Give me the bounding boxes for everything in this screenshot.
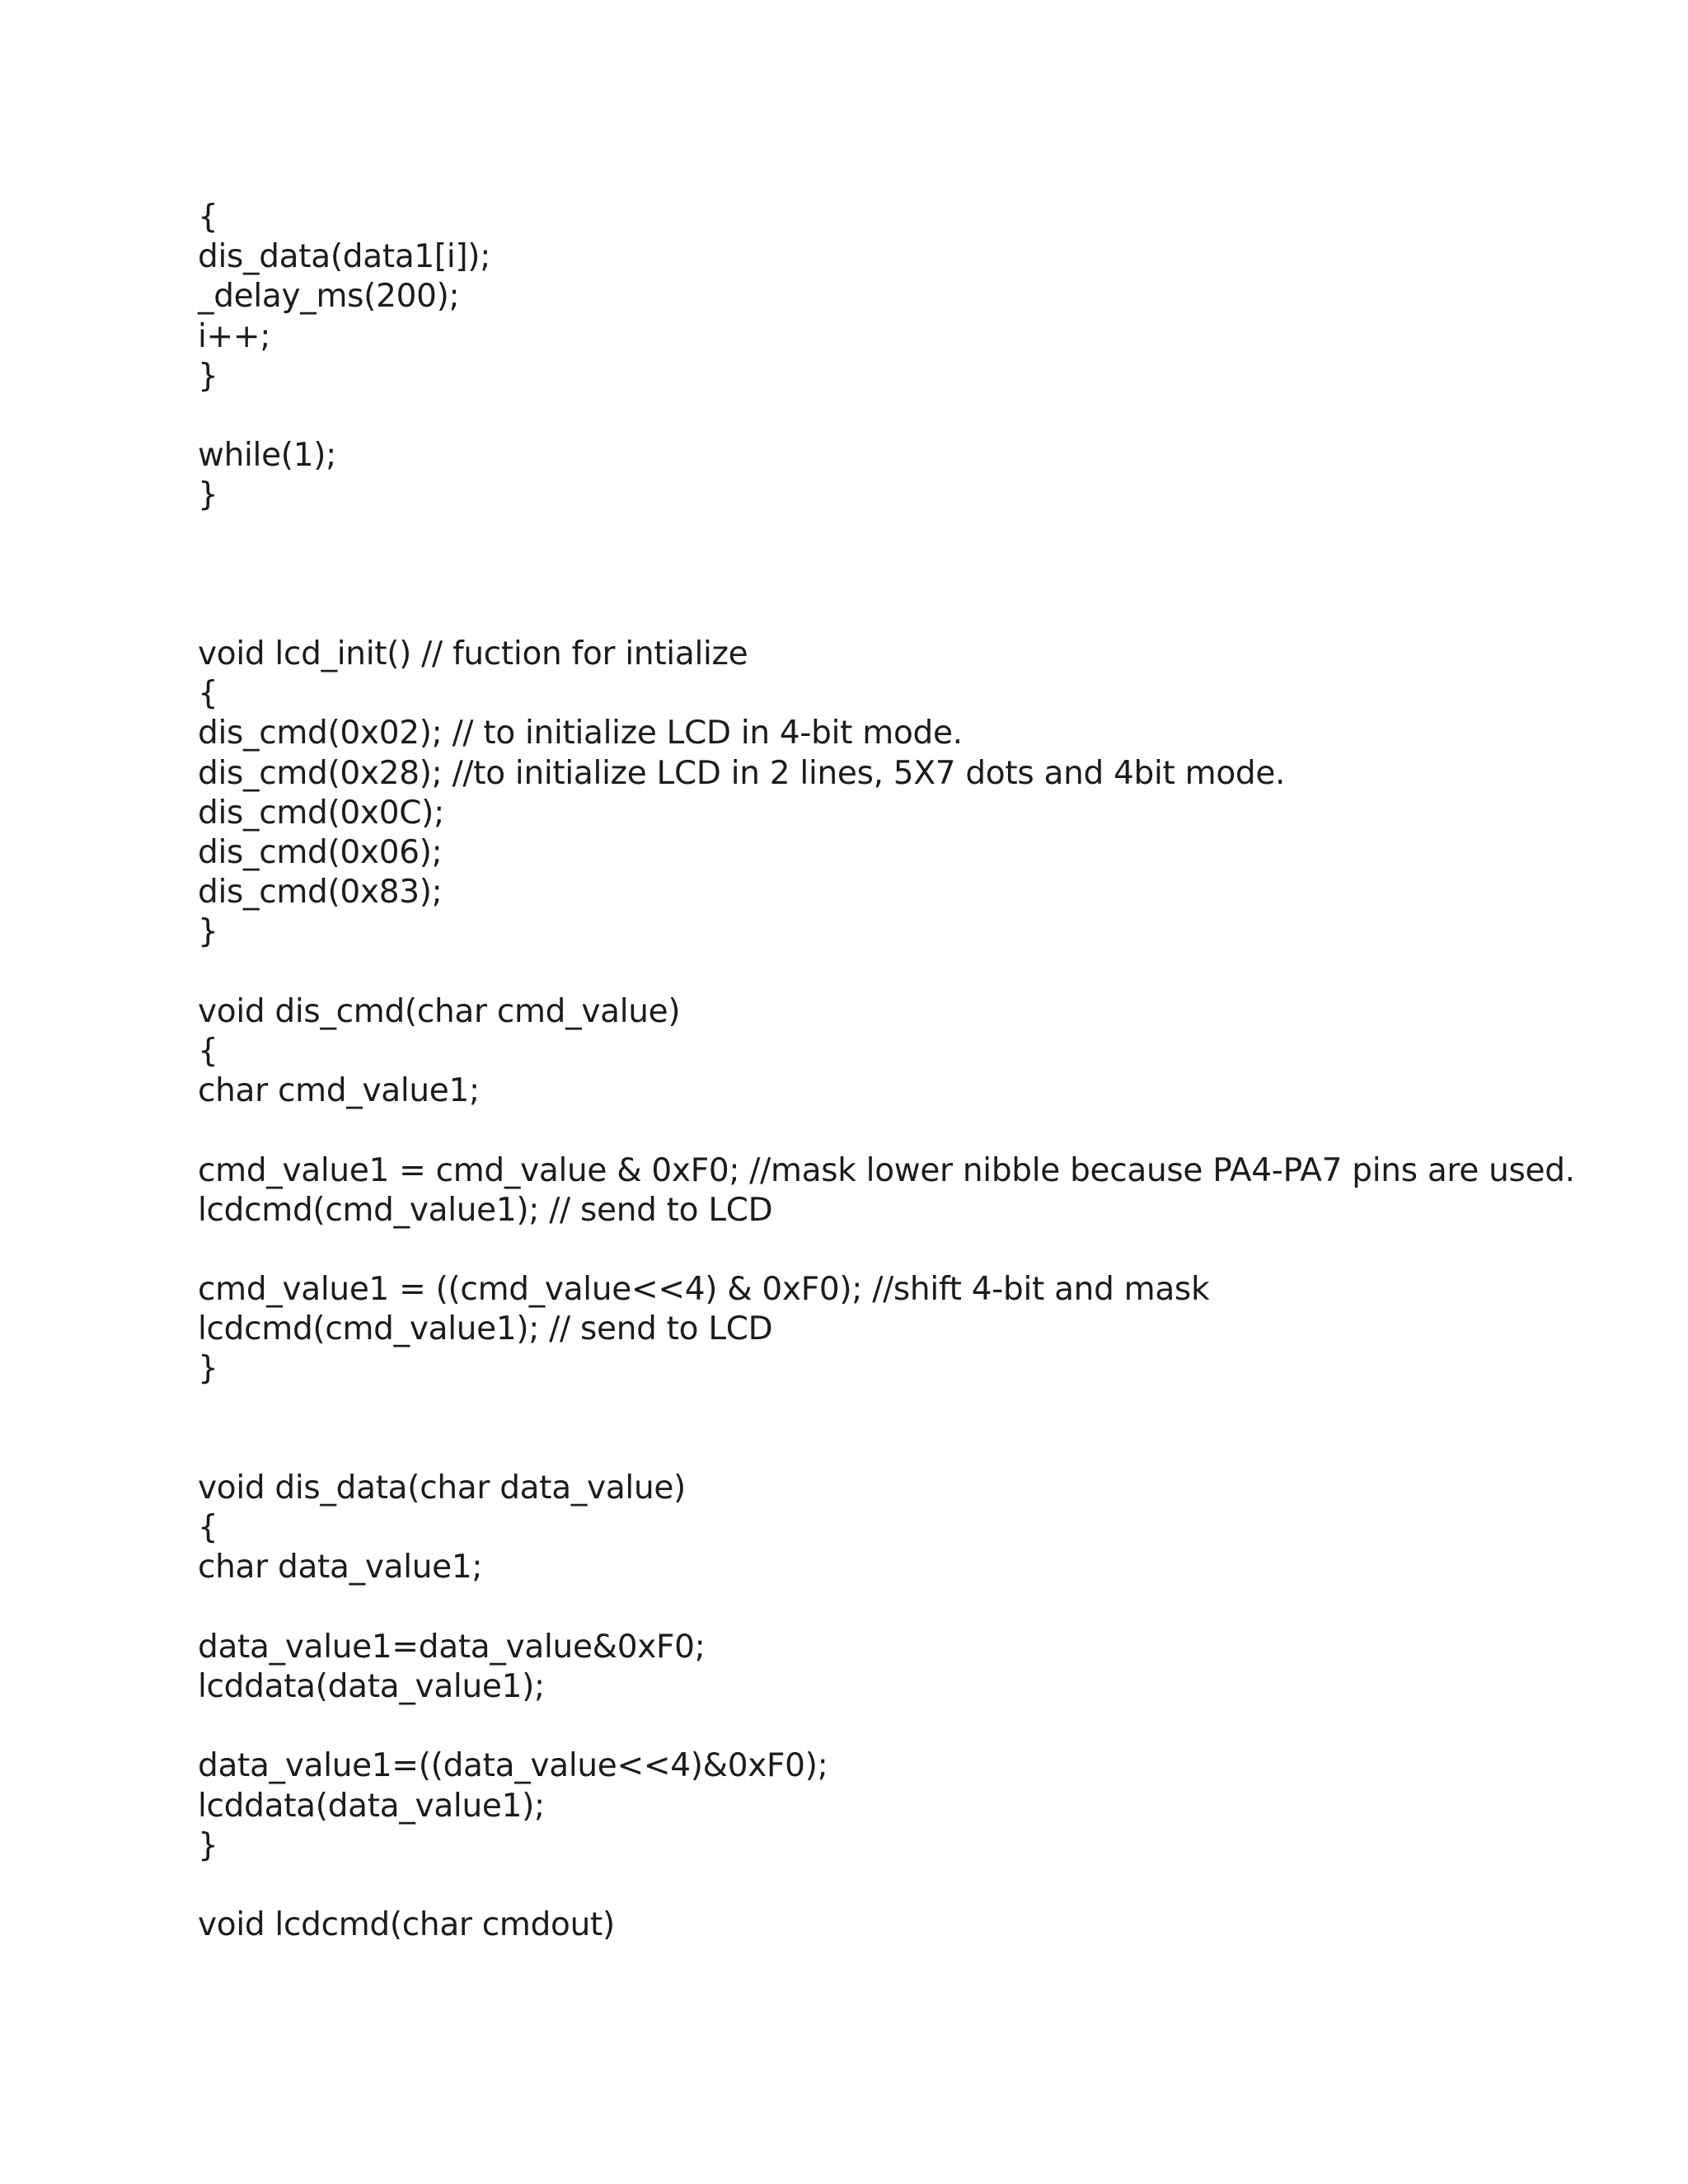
code-line: void lcdcmd(char cmdout) (198, 1906, 615, 1944)
code-line (198, 396, 1599, 436)
code-line (198, 516, 1599, 555)
code-line (198, 555, 1599, 595)
code-line: void dis_data(char data_value) (198, 1469, 686, 1507)
code-line: dis_data(data1[i]); (198, 238, 491, 276)
code-line: lcdcmd(cmd_value1); // send to LCD (198, 1191, 773, 1229)
code-line (198, 1230, 1599, 1270)
code-line: while(1); (198, 437, 336, 475)
code-line: } (198, 357, 218, 395)
code-line: _delay_ms(200); (198, 278, 460, 316)
code-line: { (198, 1032, 218, 1070)
code-line (198, 1429, 1599, 1469)
code-line: } (198, 913, 218, 951)
code-line (198, 1111, 1599, 1151)
code-line (198, 1866, 1599, 1905)
code-line: cmd_value1 = ((cmd_value<<4) & 0xF0); //shift 4-bit and mask (198, 1271, 1210, 1309)
code-line (198, 595, 1599, 635)
code-line: dis_cmd(0x0C); (198, 794, 444, 832)
code-listing (198, 198, 1599, 1945)
code-line: char data_value1; (198, 1549, 483, 1586)
code-line: char cmd_value1; (198, 1072, 480, 1110)
code-line: dis_cmd(0x06); (198, 834, 443, 871)
code-line: { (198, 675, 218, 713)
code-line: cmd_value1 = cmd_value & 0xF0; //mask lower nibble because PA4-PA7 pins are used. (198, 1151, 1575, 1189)
code-line: data_value1=data_value&0xF0; (198, 1628, 706, 1666)
code-line: } (198, 1350, 218, 1388)
code-line: dis_cmd(0x02); // to initialize LCD in 4-bit mode. (198, 715, 963, 752)
code-line: lcddata(data_value1); (198, 1787, 545, 1825)
code-line: i++; (198, 317, 271, 355)
code-line: dis_cmd(0x28); //to initialize LCD in 2 lines, 5X7 dots and 4bit mode. (198, 754, 1286, 792)
code-line (198, 1707, 1599, 1746)
code-line: lcdcmd(cmd_value1); // send to LCD (198, 1310, 773, 1348)
code-line: void dis_cmd(char cmd_value) (198, 992, 681, 1030)
code-line (198, 1390, 1599, 1429)
code-line: lcddata(data_value1); (198, 1667, 545, 1705)
code-line (198, 953, 1599, 992)
code-line: } (198, 1826, 218, 1864)
code-line: } (198, 476, 218, 514)
code-line: { (198, 199, 218, 236)
code-line (198, 1588, 1599, 1628)
code-line: data_value1=((data_value<<4)&0xF0); (198, 1747, 828, 1785)
code-line: { (198, 1509, 218, 1547)
code-line: void lcd_init() // fuction for intialize (198, 635, 748, 673)
code-line: dis_cmd(0x83); (198, 874, 443, 912)
